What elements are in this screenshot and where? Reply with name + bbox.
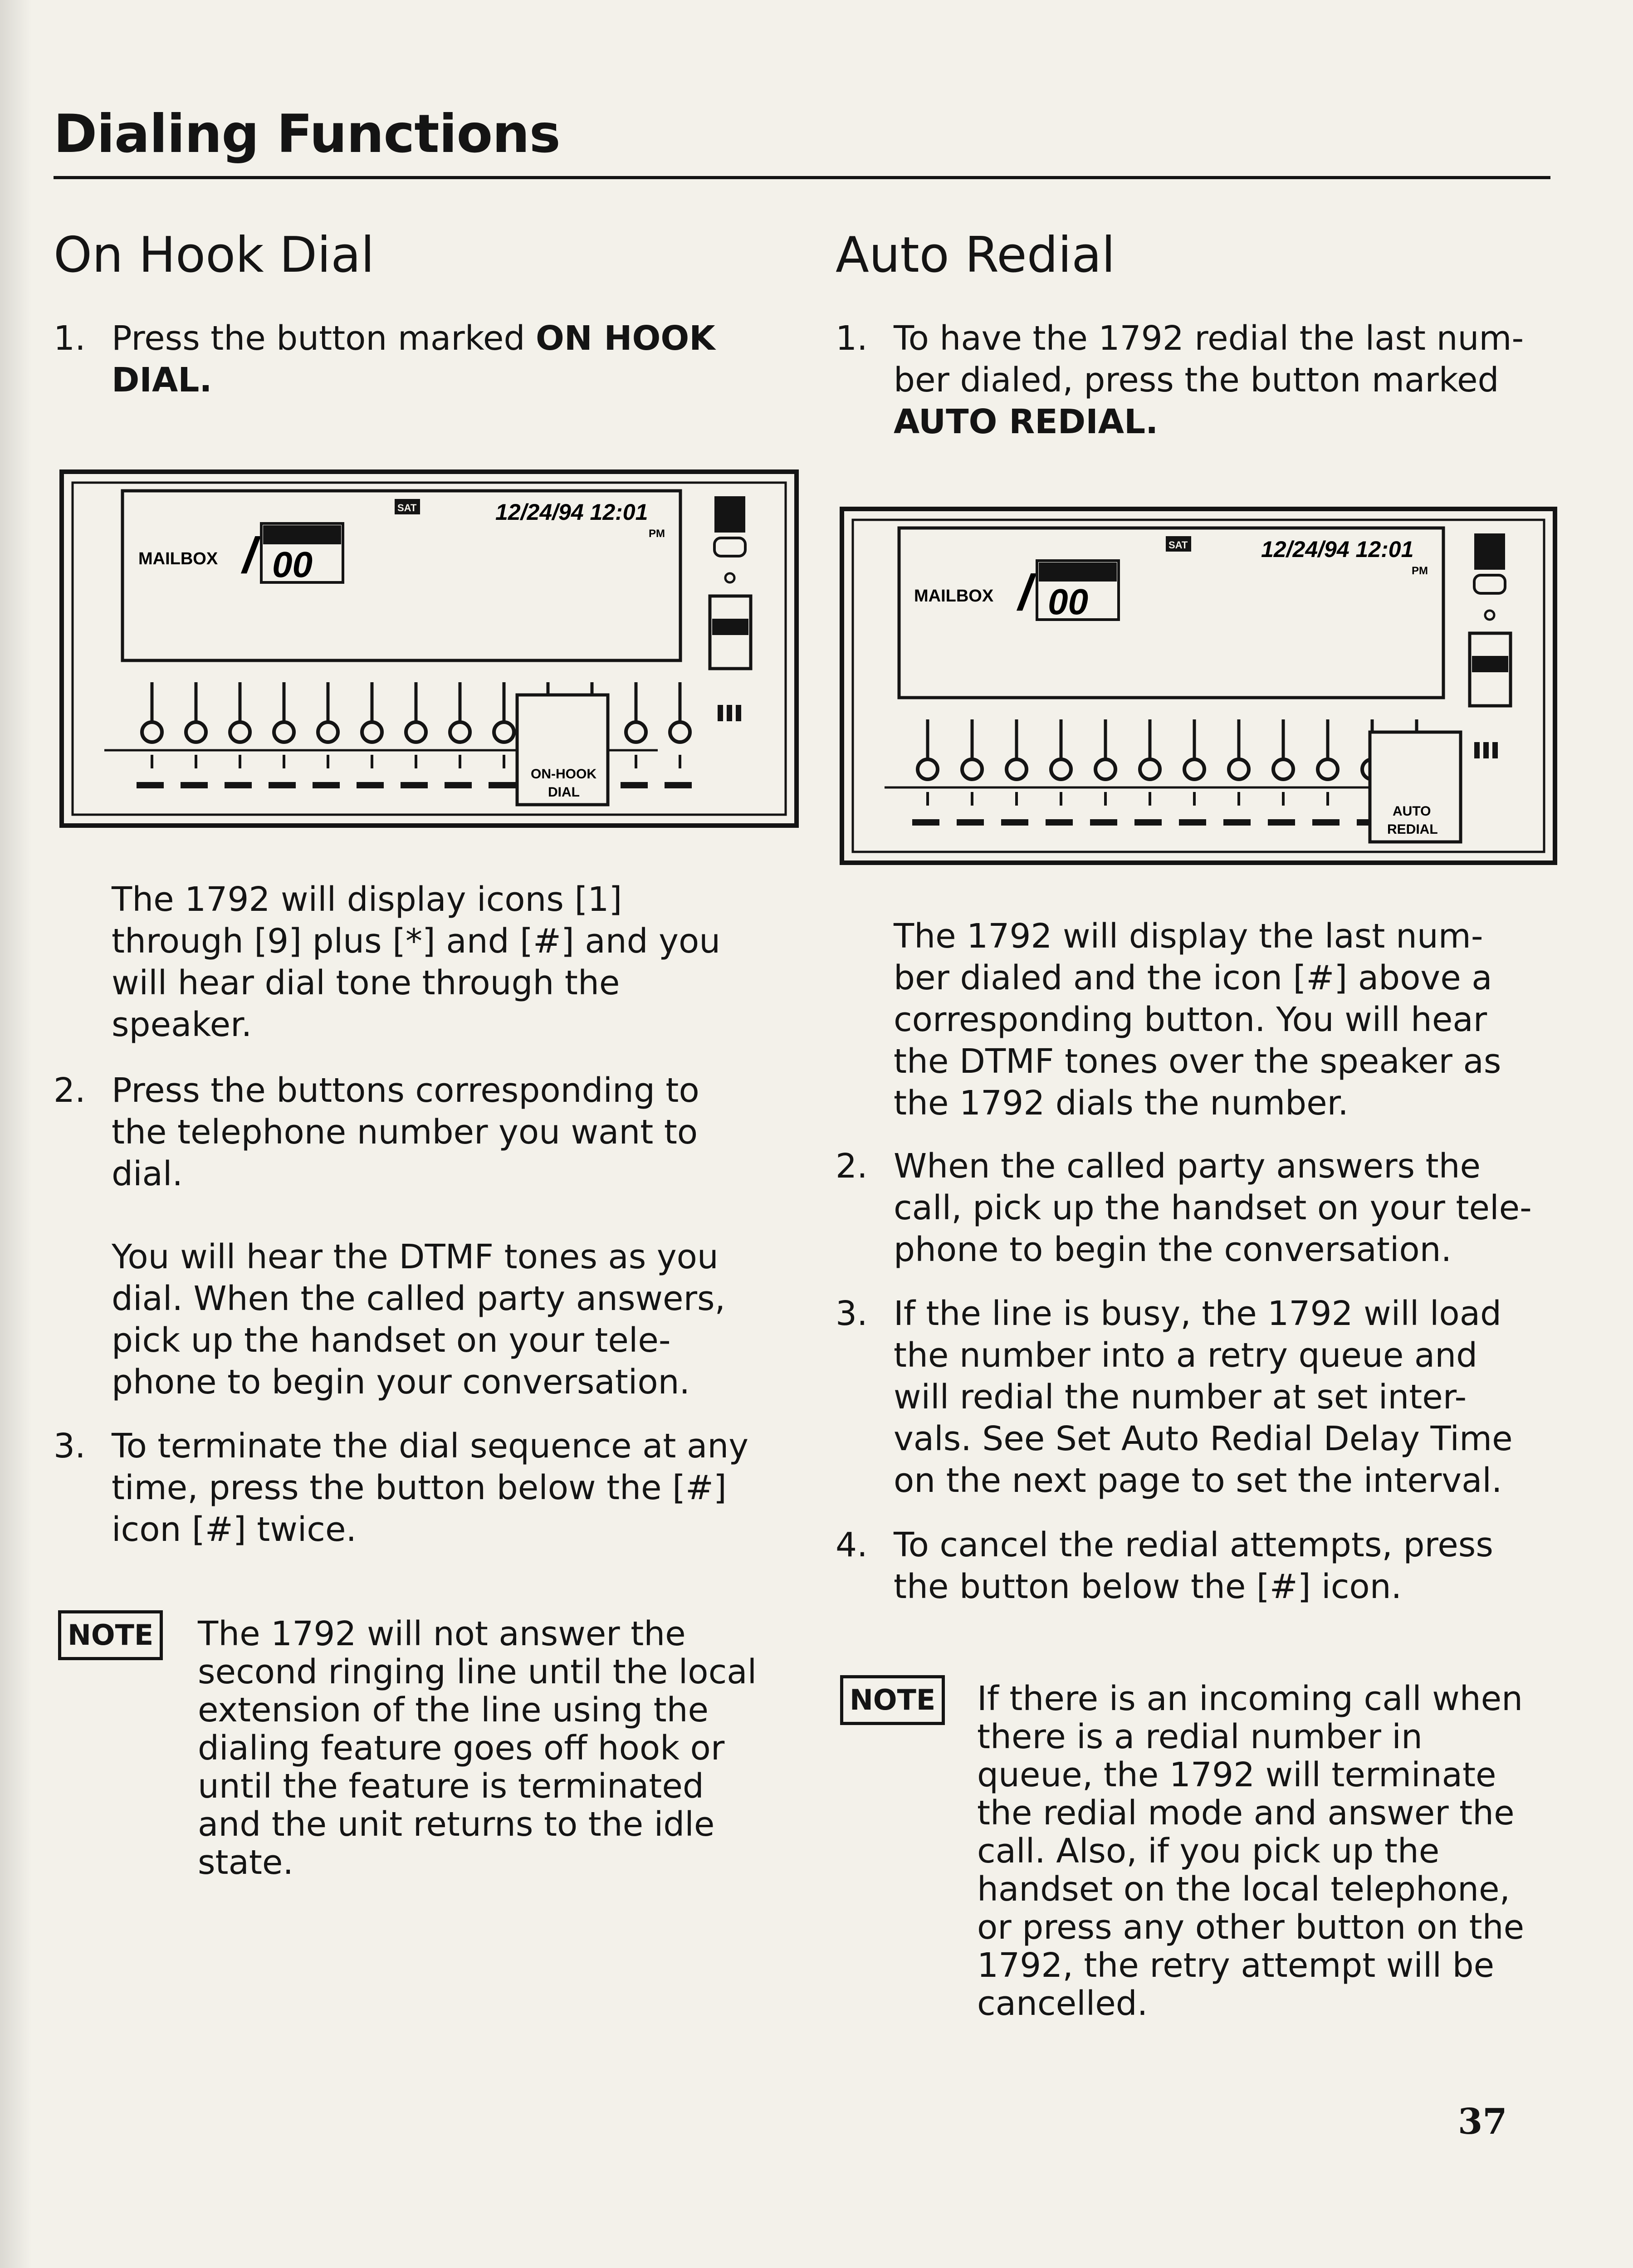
- key-label-mark: [1134, 819, 1162, 826]
- callout-line2: REDIAL: [1387, 822, 1438, 837]
- key-label-mark: [489, 782, 516, 788]
- auto-redial-heading: Auto Redial: [836, 227, 1115, 284]
- mailbox-count: /: [1018, 565, 1032, 621]
- mute-key: [714, 538, 745, 556]
- key-button: [1273, 759, 1293, 779]
- step-3-number: 3.: [54, 1427, 86, 1466]
- key-label-mark: [1223, 819, 1251, 826]
- key-label-mark: [957, 819, 984, 826]
- key-button: [1095, 759, 1115, 779]
- key-label-mark: [313, 782, 340, 788]
- key-label-mark: [1268, 819, 1295, 826]
- step-1-text: Press the button marked ON HOOK DIAL.: [112, 319, 715, 400]
- step-4-text: To cancel the redial attempts, press the button below the [#] icon.: [894, 1525, 1493, 1606]
- speaker-key: [1474, 533, 1505, 570]
- title-rule: [54, 176, 1550, 179]
- volume-indicator: [1474, 742, 1498, 758]
- key-label-mark: [445, 782, 472, 788]
- key-button: [494, 722, 514, 742]
- step-1-text: To have the 1792 redial the last num- ber dialed, press the button marked AUTO REDIAL.: [894, 319, 1524, 441]
- note-badge: NOTE: [840, 1675, 945, 1725]
- step-2-number: 2.: [836, 1147, 868, 1186]
- key-button: [962, 759, 982, 779]
- key-label-mark: [1090, 819, 1117, 826]
- message-button-band: [712, 619, 748, 635]
- key-label-mark: [137, 782, 164, 788]
- right-para-1: The 1792 will display the last num- ber dialed and the icon [#] above a corresponding button. You will hear the DTMF tones over the speaker as the 1792 dials the number.: [894, 917, 1501, 1123]
- key-label-mark: [665, 782, 692, 788]
- key-button: [918, 759, 938, 779]
- step-4-number: 4.: [836, 1525, 868, 1564]
- key-label-mark: [401, 782, 428, 788]
- key-label-mark: [1046, 819, 1073, 826]
- left-note-text: The 1792 will not answer the second ringing line until the local extension of the line using the dialing feature goes off hook or until the feature is terminated and the unit returns to the idle state.: [198, 1614, 757, 1882]
- callout-line2: DIAL: [548, 785, 580, 800]
- counter-header-bar: [1039, 562, 1117, 582]
- speaker-key: [714, 496, 745, 533]
- page-number: 37: [1458, 2101, 1507, 2142]
- counter-digits: 00: [272, 544, 313, 585]
- note-badge: NOTE: [58, 1610, 163, 1660]
- step-1-number: 1.: [836, 319, 868, 358]
- lcd-pm: PM: [1412, 565, 1428, 577]
- callout-line1: ON-HOOK: [531, 767, 596, 782]
- key-row: [912, 719, 1428, 826]
- day-label: SAT: [1169, 539, 1188, 551]
- lcd-datetime: 12/24/94 12:01: [1261, 537, 1414, 562]
- key-button: [1229, 759, 1249, 779]
- key-button: [318, 722, 338, 742]
- left-para-1: The 1792 will display icons [1] through [9] plus [*] and [#] and you will hear dial tone through the speaker.: [112, 880, 721, 1044]
- key-label-mark: [181, 782, 208, 788]
- counter-digits: 00: [1048, 582, 1088, 622]
- volume-indicator: [718, 705, 741, 721]
- key-label-mark: [1312, 819, 1340, 826]
- message-led: [1485, 611, 1494, 620]
- key-button: [274, 722, 294, 742]
- page-edge-shadow: [0, 0, 32, 2268]
- key-button: [186, 722, 206, 742]
- mailbox-label: MAILBOX: [914, 587, 994, 606]
- key-label-mark: [912, 819, 939, 826]
- message-button-band: [1472, 656, 1508, 672]
- key-button: [1318, 759, 1338, 779]
- key-button: [362, 722, 382, 742]
- key-button: [670, 722, 690, 742]
- phone-device-illustration: [839, 506, 1559, 869]
- key-label-mark: [269, 782, 296, 788]
- page-title: Dialing Functions: [54, 103, 560, 165]
- key-button: [142, 722, 162, 742]
- step-2-number: 2.: [54, 1071, 86, 1110]
- key-label-mark: [357, 782, 384, 788]
- lcd-pm: PM: [649, 528, 665, 540]
- key-button: [230, 722, 250, 742]
- step-3-text: If the line is busy, the 1792 will load the number into a retry queue and will redial the number at set inter- vals. See Set Auto Redial Delay Time on the next page to set the interval.: [894, 1294, 1513, 1500]
- key-button: [406, 722, 426, 742]
- step-3-text: To terminate the dial sequence at any time, press the button below the [#] icon [#] twice.: [112, 1427, 749, 1549]
- mailbox-label: MAILBOX: [138, 549, 218, 568]
- day-label: SAT: [397, 502, 417, 513]
- message-led: [725, 573, 734, 582]
- key-button: [1184, 759, 1204, 779]
- right-note-text: If there is an incoming call when there is a redial number in queue, the 1792 will terminate the redial mode and answer the call. Also, if you pick up the handset on the local telephone, or press any other button on the 1792, the retry attempt will be cancelled.: [977, 1679, 1525, 2023]
- key-label-mark: [225, 782, 252, 788]
- step-3-number: 3.: [836, 1294, 868, 1333]
- device-svg: [839, 506, 1559, 869]
- step-2-text: When the called party answers the call, pick up the handset on your tele- phone to begin the conversation.: [894, 1147, 1532, 1269]
- counter-header-bar: [263, 525, 341, 544]
- key-label-mark: [1001, 819, 1028, 826]
- device-outer-frame: [62, 472, 797, 826]
- device-svg: [59, 469, 801, 832]
- key-button: [1007, 759, 1027, 779]
- mailbox-count: /: [243, 528, 257, 583]
- key-label-mark: [1179, 819, 1206, 826]
- key-button: [1140, 759, 1160, 779]
- on-hook-dial-heading: On Hook Dial: [54, 227, 375, 284]
- key-button: [1051, 759, 1071, 779]
- step-1-number: 1.: [54, 319, 86, 358]
- step-2-text: Press the buttons corresponding to the telephone number you want to dial.: [112, 1071, 699, 1193]
- key-button: [450, 722, 470, 742]
- lcd-datetime: 12/24/94 12:01: [495, 499, 648, 525]
- phone-device-illustration: [59, 469, 801, 832]
- left-para-2: You will hear the DTMF tones as you dial. When the called party answers, pick up the handset on your tele- phone to begin your conversation.: [112, 1237, 726, 1402]
- key-button: [626, 722, 646, 742]
- callout-line1: AUTO: [1393, 804, 1431, 819]
- mute-key: [1474, 575, 1505, 593]
- key-label-mark: [621, 782, 648, 788]
